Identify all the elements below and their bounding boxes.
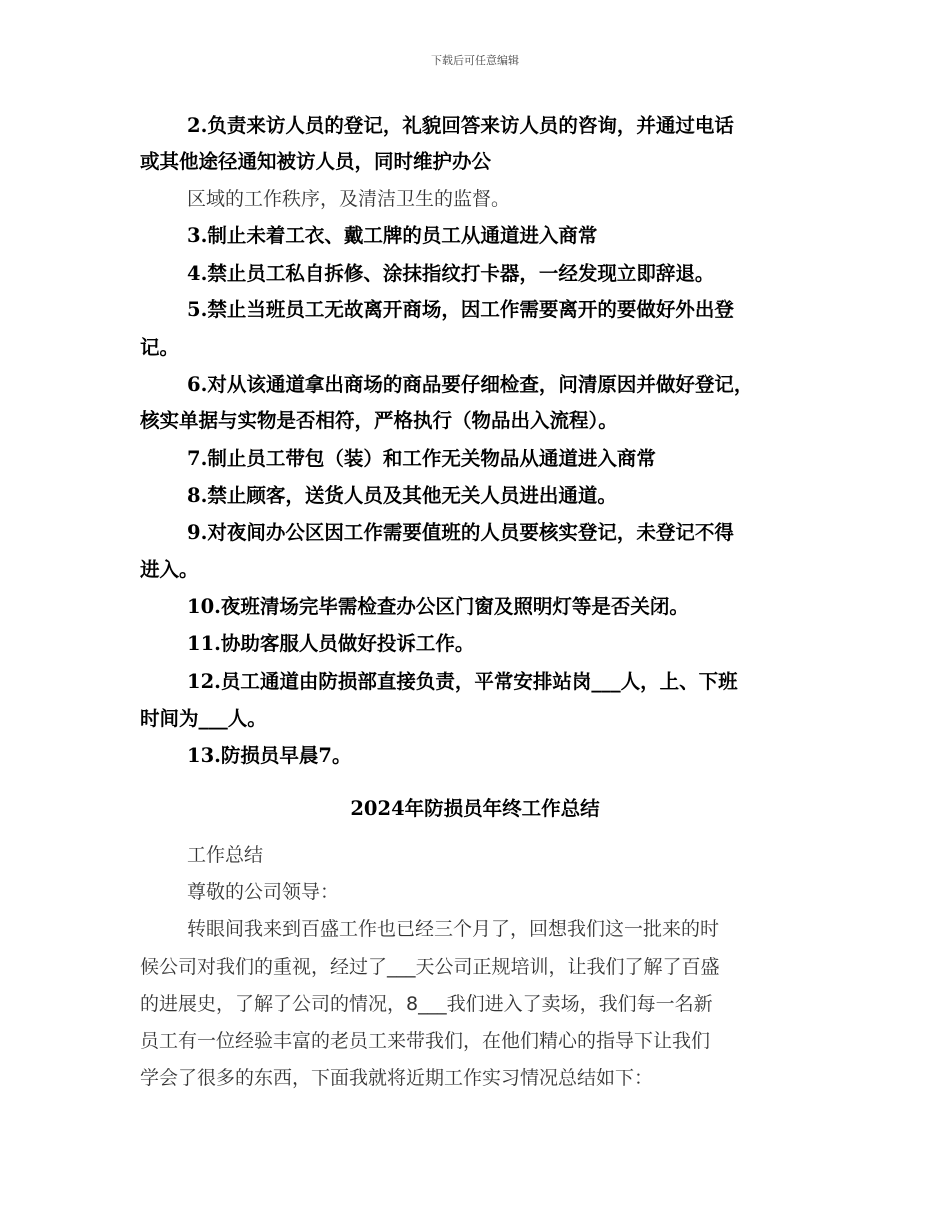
- rule-3: 3.制止未着工衣、戴工牌的员工从通道进入商常: [187, 224, 598, 247]
- rule-7: 7.制止员工带包（装）和工作无关物品从通道进入商常: [187, 447, 656, 470]
- summary-heading: 工作总结: [187, 844, 264, 866]
- rule-10: 10.夜班清场完毕需检查办公区门窗及照明灯等是否关闭。: [187, 595, 689, 618]
- rule-2-line-2: 或其他途径通知被访人员，同时维护办公: [140, 150, 492, 173]
- summary-p1-line-2: 候公司对我们的重视，经过了___天公司正规培训，让我们了解了百盛: [140, 956, 720, 978]
- summary-p1-line-4: 员工有一位经验丰富的老员工来带我们，在他们精心的指导下让我们: [140, 1030, 711, 1052]
- summary-p1-line-3: 的进展史，了解了公司的情况，8___我们进入了卖场，我们每一名新: [140, 993, 713, 1015]
- rule-9-line-1: 9.对夜间办公区因工作需要值班的人员要核实登记，未登记不得: [187, 521, 734, 544]
- section-title: 2024年防损员年终工作总结: [350, 797, 600, 820]
- summary-p1-line-5: 学会了很多的东西，下面我就将近期工作实习情况总结如下：: [140, 1067, 654, 1089]
- rule-4: 4.禁止员工私自拆修、涂抹指纹打卡器，一经发现立即辞退。: [187, 262, 715, 285]
- rule-13: 13.防损员早晨7。: [187, 744, 352, 767]
- summary-greeting: 尊敬的公司领导：: [187, 881, 340, 903]
- summary-p1-line-1: 转眼间我来到百盛工作也已经三个月了，回想我们这一批来的时: [187, 918, 720, 940]
- rule-8: 8.禁止顾客，送货人员及其他无关人员进出通道。: [187, 484, 617, 507]
- rule-2-line-3: 区域的工作秩序，及清洁卫生的监督。: [187, 188, 511, 210]
- header-note: 下载后可任意编辑: [431, 54, 519, 67]
- rule-2-line-1: 2.负责来访人员的登记，礼貌回答来访人员的咨询，并通过电话: [187, 114, 734, 137]
- rule-12-line-2: 时间为___人。: [140, 707, 267, 730]
- rule-5-line-2: 记。: [140, 336, 180, 359]
- rule-5-line-1: 5.禁止当班员工无故离开商场，因工作需要离开的要做好外出登: [187, 298, 734, 321]
- rule-6-line-1: 6.对从该通道拿出商场的商品要仔细检查，问清原因并做好登记，: [187, 373, 754, 396]
- rule-9-line-2: 进入。: [140, 558, 199, 581]
- rule-11: 11.协助客服人员做好投诉工作。: [187, 632, 475, 655]
- rule-12-line-1: 12.员工通道由防损部直接负责，平常安排站岗___人，上、下班: [187, 670, 738, 693]
- rule-6-line-2: 核实单据与实物是否相符，严格执行（物品出入流程）。: [140, 409, 618, 432]
